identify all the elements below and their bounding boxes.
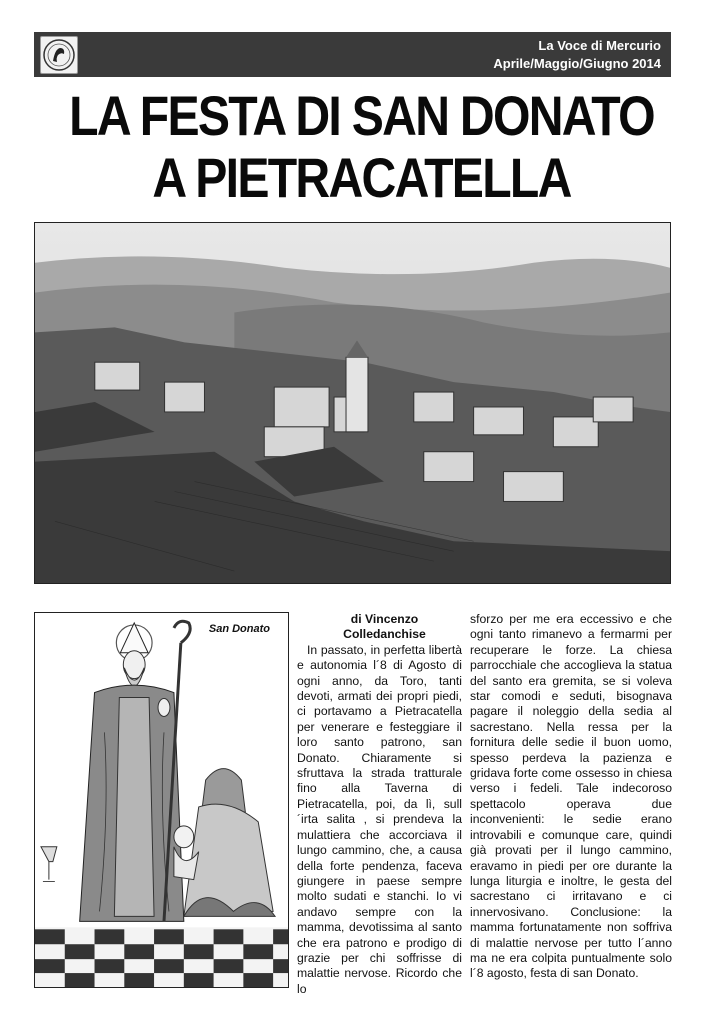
article-column-2: [470, 612, 672, 982]
publication-name: La Voce di Mercurio: [538, 38, 661, 53]
issue-date: Aprile/Maggio/Giugno 2014: [493, 56, 661, 71]
seal-logo-icon: [40, 36, 78, 74]
byline-name: di Vincenzo: [350, 612, 419, 626]
header-bar: [34, 32, 671, 77]
article-column-1: [297, 612, 462, 997]
image-caption: San Donato: [208, 623, 270, 635]
san-donato-image: [34, 612, 289, 988]
byline-surname: Colledanchise: [343, 627, 426, 642]
village-photo: [34, 222, 671, 584]
article-text-column-1: In passato, in perfetta libertà e autonomia l´8 di Agosto di ogni anno, da Toro, tanti devoti, armati dei propri piedi, ci portavamo a Pietracatella per venerare e festeggiare il loro santo patrono, san Donato. Chiaramente si sfruttava la strada tratturale fino alla Taverna di Pietracatella, poi, da lì, sull´irta salita , si prendeva la mulattiera che accorciava il lungo cammino, che, a causa della forte pendenza, faceva giungere in paese sempre molto sudati e stanchi. Io vi andavo sempre con la mamma, devotissima al santo che era patrono e prodigo di grazie per chi soffrisse di malattie nervose. Ricordo che lo: [297, 642, 462, 996]
headline-line-2: A PIETRACATELLA: [152, 146, 571, 209]
article-text-column-2: sforzo per me era eccessivo e che ogni tanto rimanevo a fermarmi per recuperare le forze. La chiesa parrocchiale che accoglieva la statua del santo era gremita, se si voleva star comodi e seduti, bisognava pagare il noleggio della sedia al sacrestano. Nella ressa per la fornitura delle sedie il buon uomo, spesso perdeva la pazienza e gridava forte come ossesso in chiesa verso i fedeli. Tale indecoroso spettacolo operava due inconvenienti: le sedie erano introvabili e comunque care, quindi già provati per il lungo cammino, eravamo in piedi per ore durante la lunga liturgia e inoltre, le gesta del sacrestano ci irritavano e ci innervosivano. Conclusione: la mamma fortunatamente non soffriva di malattie nervose per tutto l´anno ma ne era colpita puntualmente solo l´8 agosto, festa di san Donato.: [470, 612, 672, 981]
headline-line-1: LA FESTA DI SAN DONATO: [69, 84, 654, 147]
